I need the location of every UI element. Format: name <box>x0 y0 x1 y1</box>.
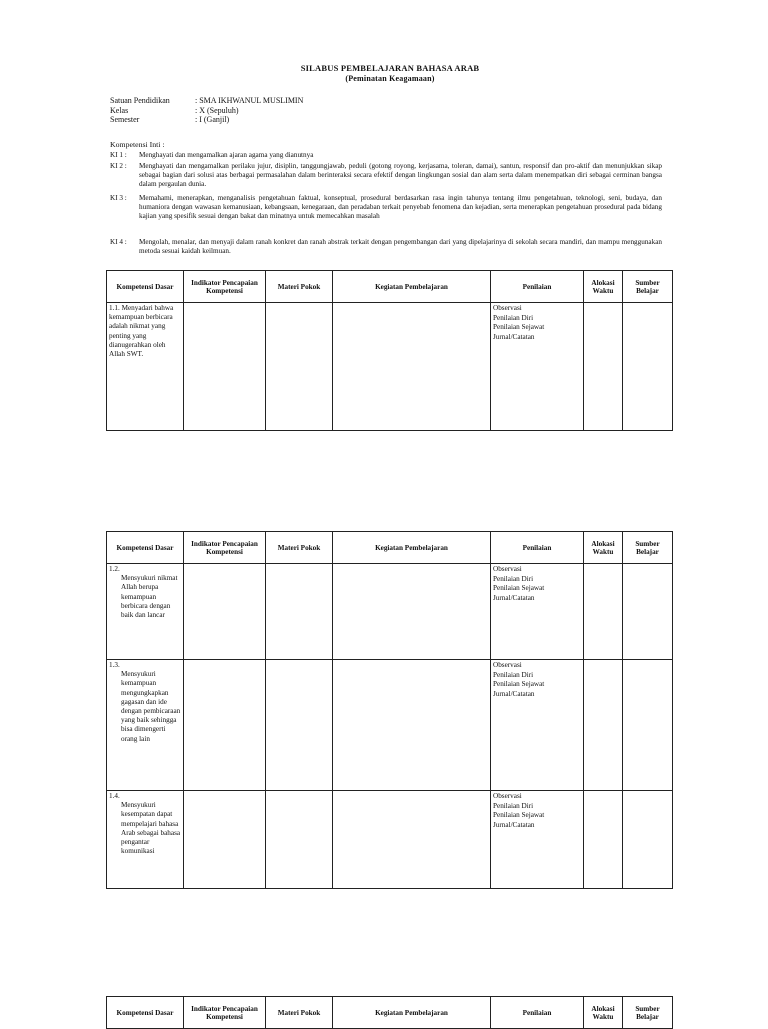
col-header: Kompetensi Dasar <box>107 271 184 303</box>
kd-text: Mensyukuri kesempatan dapat mempelajari bahasa Arab sebagai bahasa pengantar komunikasi <box>121 801 181 856</box>
ki-item-1 <box>110 151 662 160</box>
table-row <box>107 791 673 889</box>
assessment-item: Penilaian Sejawat <box>493 680 545 689</box>
assessment-item: Penilaian Sejawat <box>493 811 545 820</box>
assessment-item: Jurnal/Catatan <box>493 689 535 698</box>
ki-text: Menghayati dan mengamalkan perilaku jujur, disiplin, tanggungjawab, peduli (gotong royong, kerjasama, toleran, damai), santun, responsif dan pro-aktif dan menunjukkan sikap sebagai bagian dari solusi atas berbagai permasalahan dalam berinteraksi secara efektif dengan lingkungan sosial dan alam serta dalam menempatkan diri sebagai cerminan bangsa dalam pergaulan dunia. <box>139 162 662 188</box>
col-header: Materi Pokok <box>266 532 333 564</box>
table-row <box>107 303 673 431</box>
col-header: Alokasi Waktu <box>584 997 623 1029</box>
syllabus-table-1 <box>106 270 673 431</box>
empty-cell <box>266 791 333 889</box>
kd-text: Mensyukuri kemampuan mengungkapkan gagasan dan ide dengan pembicaraan yang baik sehingga bisa dimengerti orang lain <box>121 670 181 743</box>
empty-cell <box>333 660 491 791</box>
syllabus-table-3 <box>106 996 673 1029</box>
table-row <box>107 564 673 660</box>
kd-number: 1.1. <box>109 304 120 312</box>
document-subtitle: (Peminatan Keagamaan) <box>345 74 435 83</box>
col-header: Materi Pokok <box>266 997 333 1029</box>
kd-number: 1.2. <box>109 565 120 573</box>
kd-number: 1.3. <box>109 661 120 669</box>
col-header: Kegiatan Pembelajaran <box>333 271 491 303</box>
ki-label: KI 2 : <box>110 162 127 170</box>
info-value: : SMA IKHWANUL MUSLIMIN <box>195 96 304 105</box>
table-header-row <box>107 532 673 564</box>
empty-cell <box>623 303 673 431</box>
empty-cell <box>584 660 623 791</box>
syllabus-table-2 <box>106 531 673 889</box>
ki-item-4 <box>110 238 662 256</box>
ki-text: Memahami, menerapkan, menganalisis pengetahuan faktual, konseptual, prosedural berdasarkan rasa ingin tahunya tentang ilmu pengetahuan, teknologi, seni, budaya, dan humaniora dengan wawasan kemanusiaan, kebangsaan, kenegaraan, dan peradaban terkait penyebab fenomena dan kejadian, serta menerapkan pengetahuan prosedural pada bidang kajian yang spesifik sesuai dengan bakat dan minatnya untuk memecahkan masalah <box>139 194 662 220</box>
col-header: Sumber Belajar <box>623 271 673 303</box>
col-header: Indikator Pencapaian Kompetensi <box>184 271 266 303</box>
empty-cell <box>266 564 333 660</box>
empty-cell <box>184 564 266 660</box>
kd-cell <box>107 564 184 660</box>
info-label: Satuan Pendidikan <box>110 96 170 105</box>
assessment-item: Observasi <box>493 565 522 573</box>
kd-number: 1.4. <box>109 792 120 800</box>
info-row-semester <box>110 115 303 125</box>
empty-cell <box>266 303 333 431</box>
kd-text: Mensyukuri nikmat Allah berupa kemampuan berbicara dengan baik dan lancar <box>121 574 178 620</box>
core-competency-heading: Kompetensi Inti : <box>110 140 165 149</box>
kd-cell <box>107 660 184 791</box>
assessment-item: Penilaian Diri <box>493 801 534 810</box>
info-row-class <box>110 106 303 116</box>
col-header: Alokasi Waktu <box>584 532 623 564</box>
empty-cell <box>584 791 623 889</box>
table-row <box>107 660 673 791</box>
document-title: SILABUS PEMBELAJARAN BAHASA ARAB <box>300 63 480 73</box>
col-header: Kompetensi Dasar <box>107 532 184 564</box>
assessment-item: Penilaian Sejawat <box>493 584 545 593</box>
info-label: Kelas <box>110 105 129 115</box>
col-header: Materi Pokok <box>266 271 333 303</box>
info-row-school <box>110 96 303 106</box>
empty-cell <box>333 791 491 889</box>
col-header: Sumber Belajar <box>623 997 673 1029</box>
assessment-item: Penilaian Diri <box>493 670 534 679</box>
col-header: Indikator Pencapaian Kompetensi <box>184 997 266 1029</box>
ki-item-2 <box>110 162 662 189</box>
kd-cell <box>107 303 184 431</box>
table-header-row <box>107 271 673 303</box>
assessment-cell <box>491 564 584 660</box>
assessment-cell <box>491 660 584 791</box>
empty-cell <box>184 660 266 791</box>
info-value: : X (Sepuluh) <box>195 105 239 115</box>
col-header: Penilaian <box>491 997 584 1029</box>
empty-cell <box>584 303 623 431</box>
empty-cell <box>623 660 673 791</box>
assessment-item: Jurnal/Catatan <box>493 332 535 341</box>
col-header: Penilaian <box>491 532 584 564</box>
col-header: Sumber Belajar <box>623 532 673 564</box>
assessment-item: Observasi <box>493 304 522 312</box>
info-label: Semester <box>110 115 140 124</box>
kd-cell <box>107 791 184 889</box>
assessment-item: Penilaian Sejawat <box>493 323 545 332</box>
ki-label: KI 4 : <box>110 238 127 246</box>
empty-cell <box>184 303 266 431</box>
empty-cell <box>584 564 623 660</box>
col-header: Penilaian <box>491 271 584 303</box>
empty-cell <box>333 564 491 660</box>
ki-item-3 <box>110 194 662 221</box>
school-info <box>110 96 303 125</box>
ki-text: Mengolah, menalar, dan menyaji dalam ranah konkret dan ranah abstrak terkait dengan pengembangan dari yang dipelajarinya di sekolah secara mandiri, dan mampu menggunakan metoda sesuai kaidah keilmuan. <box>139 238 662 255</box>
info-value: : I (Ganjil) <box>195 115 230 124</box>
assessment-item: Penilaian Diri <box>493 574 534 583</box>
empty-cell <box>623 564 673 660</box>
col-header: Kompetensi Dasar <box>107 997 184 1029</box>
assessment-item: Jurnal/Catatan <box>493 593 535 602</box>
col-header: Alokasi Waktu <box>584 271 623 303</box>
assessment-cell <box>491 303 584 431</box>
kd-text: Menyadari bahwa kemampuan berbicara adalah nikmat yang penting yang dianugerahkan oleh Allah SWT. <box>109 304 174 359</box>
col-header: Indikator Pencapaian Kompetensi <box>184 532 266 564</box>
empty-cell <box>623 791 673 889</box>
empty-cell <box>184 791 266 889</box>
ki-label: KI 3 : <box>110 194 127 202</box>
ki-label: KI 1 : <box>110 151 127 159</box>
assessment-item: Penilaian Diri <box>493 313 534 322</box>
assessment-item: Observasi <box>493 792 522 800</box>
assessment-item: Observasi <box>493 661 522 669</box>
col-header: Kegiatan Pembelajaran <box>333 532 491 564</box>
assessment-cell <box>491 791 584 889</box>
ki-text: Menghayati dan mengamalkan ajaran agama yang dianutnya <box>139 151 314 159</box>
empty-cell <box>266 660 333 791</box>
empty-cell <box>333 303 491 431</box>
assessment-item: Jurnal/Catatan <box>493 820 535 829</box>
col-header: Kegiatan Pembelajaran <box>333 997 491 1029</box>
